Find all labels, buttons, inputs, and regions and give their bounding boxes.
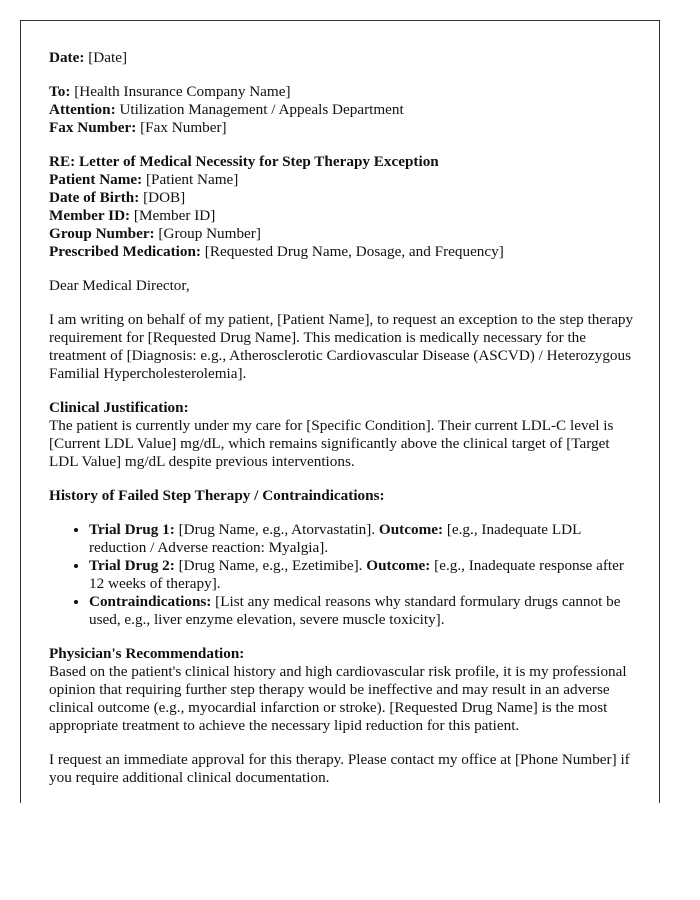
recipient-block: [49, 83, 637, 137]
history-list: [49, 521, 637, 629]
member-id-value: [Member ID]: [133, 207, 216, 224]
intro-paragraph: I am writing on behalf of my patient, [Patient Name], to request an exception to the step therapy requirement for [Requested Drug Name]. This medication is medically necessary for the treatment of [Diagnosis: e.g., Atherosclerotic Cardiovascular Disease (ASCVD) / Heterozygous Familial Hypercholesterolemia].: [49, 311, 634, 382]
trial-drug-2-drug: [Drug Name, e.g., Ezetimibe].: [178, 557, 363, 574]
trial-drug-1-outcome-label: Outcome:: [378, 521, 444, 538]
closing-request: I request an immediate approval for this therapy. Please contact my office at [Phone Number] if you require additional clinical documentation.: [49, 751, 630, 786]
dob-label: Date of Birth:: [49, 189, 140, 206]
recommendation-text: Based on the patient's clinical history and high cardiovascular risk profile, it is my professional opinion that requiring further step therapy would be ineffective and may result in an adverse clinical outcome (e.g., myocardial infarction or stroke). [Requested Drug Name] is the most appropriate treatment to achieve the necessary lipid reduction for this patient.: [49, 663, 627, 734]
member-id-line: [49, 207, 637, 225]
patient-name-value: [Patient Name]: [146, 171, 239, 188]
fax-line: [49, 119, 637, 137]
date-line: [49, 49, 637, 67]
date-value: [Date]: [88, 49, 128, 66]
member-id-label: Member ID:: [49, 207, 131, 224]
contraindications-text: [List any medical reasons why standard formulary drugs cannot be used, e.g., liver enzyme elevation, severe muscle toxicity].: [89, 593, 621, 628]
letter-page: [20, 20, 660, 803]
date-label: Date:: [49, 49, 85, 66]
trial-drug-2-outcome: [e.g., Inadequate response after 12 weeks of therapy].: [89, 557, 624, 592]
trial-drug-2-outcome-label: Outcome:: [366, 557, 431, 574]
attention-line: [49, 101, 637, 119]
to-label: To:: [49, 83, 71, 100]
prescribed-medication-label: Prescribed Medication:: [49, 243, 201, 260]
list-item-trial-drug-1: [89, 521, 637, 557]
contraindications-label: Contraindications:: [89, 593, 212, 610]
clinical-justification-heading: Clinical Justification:: [49, 399, 189, 416]
fax-label: Fax Number:: [49, 119, 137, 136]
prescribed-medication-line: [49, 243, 637, 261]
trial-drug-1-drug: [Drug Name, e.g., Atorvastatin].: [178, 521, 376, 538]
history-heading-paragraph: [49, 487, 637, 505]
dob-line: [49, 189, 637, 207]
clinical-justification-text: The patient is currently under my care for [Specific Condition]. Their current LDL-C level is [Current LDL Value] mg/dL, which remains significantly above the clinical target of [Target LDL Value] mg/dL despite previous interventions.: [49, 417, 614, 470]
salutation: Dear Medical Director,: [49, 277, 190, 294]
to-line: [49, 83, 637, 101]
recommendation-heading: Physician's Recommendation:: [49, 645, 245, 662]
re-subject: RE: Letter of Medical Necessity for Step Therapy Exception: [49, 153, 439, 170]
group-number-value: [Group Number]: [158, 225, 261, 242]
list-item-trial-drug-2: [89, 557, 637, 593]
re-block: [49, 153, 637, 261]
history-heading: History of Failed Step Therapy / Contraindications:: [49, 487, 385, 504]
group-number-label: Group Number:: [49, 225, 155, 242]
prescribed-medication-value: [Requested Drug Name, Dosage, and Frequency]: [204, 243, 504, 260]
dob-value: [DOB]: [143, 189, 186, 206]
attention-value: Utilization Management / Appeals Department: [119, 101, 404, 118]
to-value: [Health Insurance Company Name]: [74, 83, 291, 100]
clinical-justification-section: [49, 399, 637, 471]
letter-body: [49, 49, 637, 803]
patient-name-line: [49, 171, 637, 189]
recommendation-section: [49, 645, 637, 735]
trial-drug-2-label: Trial Drug 2:: [89, 557, 175, 574]
group-number-line: [49, 225, 637, 243]
trial-drug-1-label: Trial Drug 1:: [89, 521, 175, 538]
trial-drug-1-outcome: [e.g., Inadequate LDL reduction / Adverse reaction: Myalgia].: [89, 521, 581, 556]
patient-name-label: Patient Name:: [49, 171, 143, 188]
fax-value: [Fax Number]: [140, 119, 227, 136]
list-item-contraindications: [89, 593, 637, 629]
attention-label: Attention:: [49, 101, 116, 118]
